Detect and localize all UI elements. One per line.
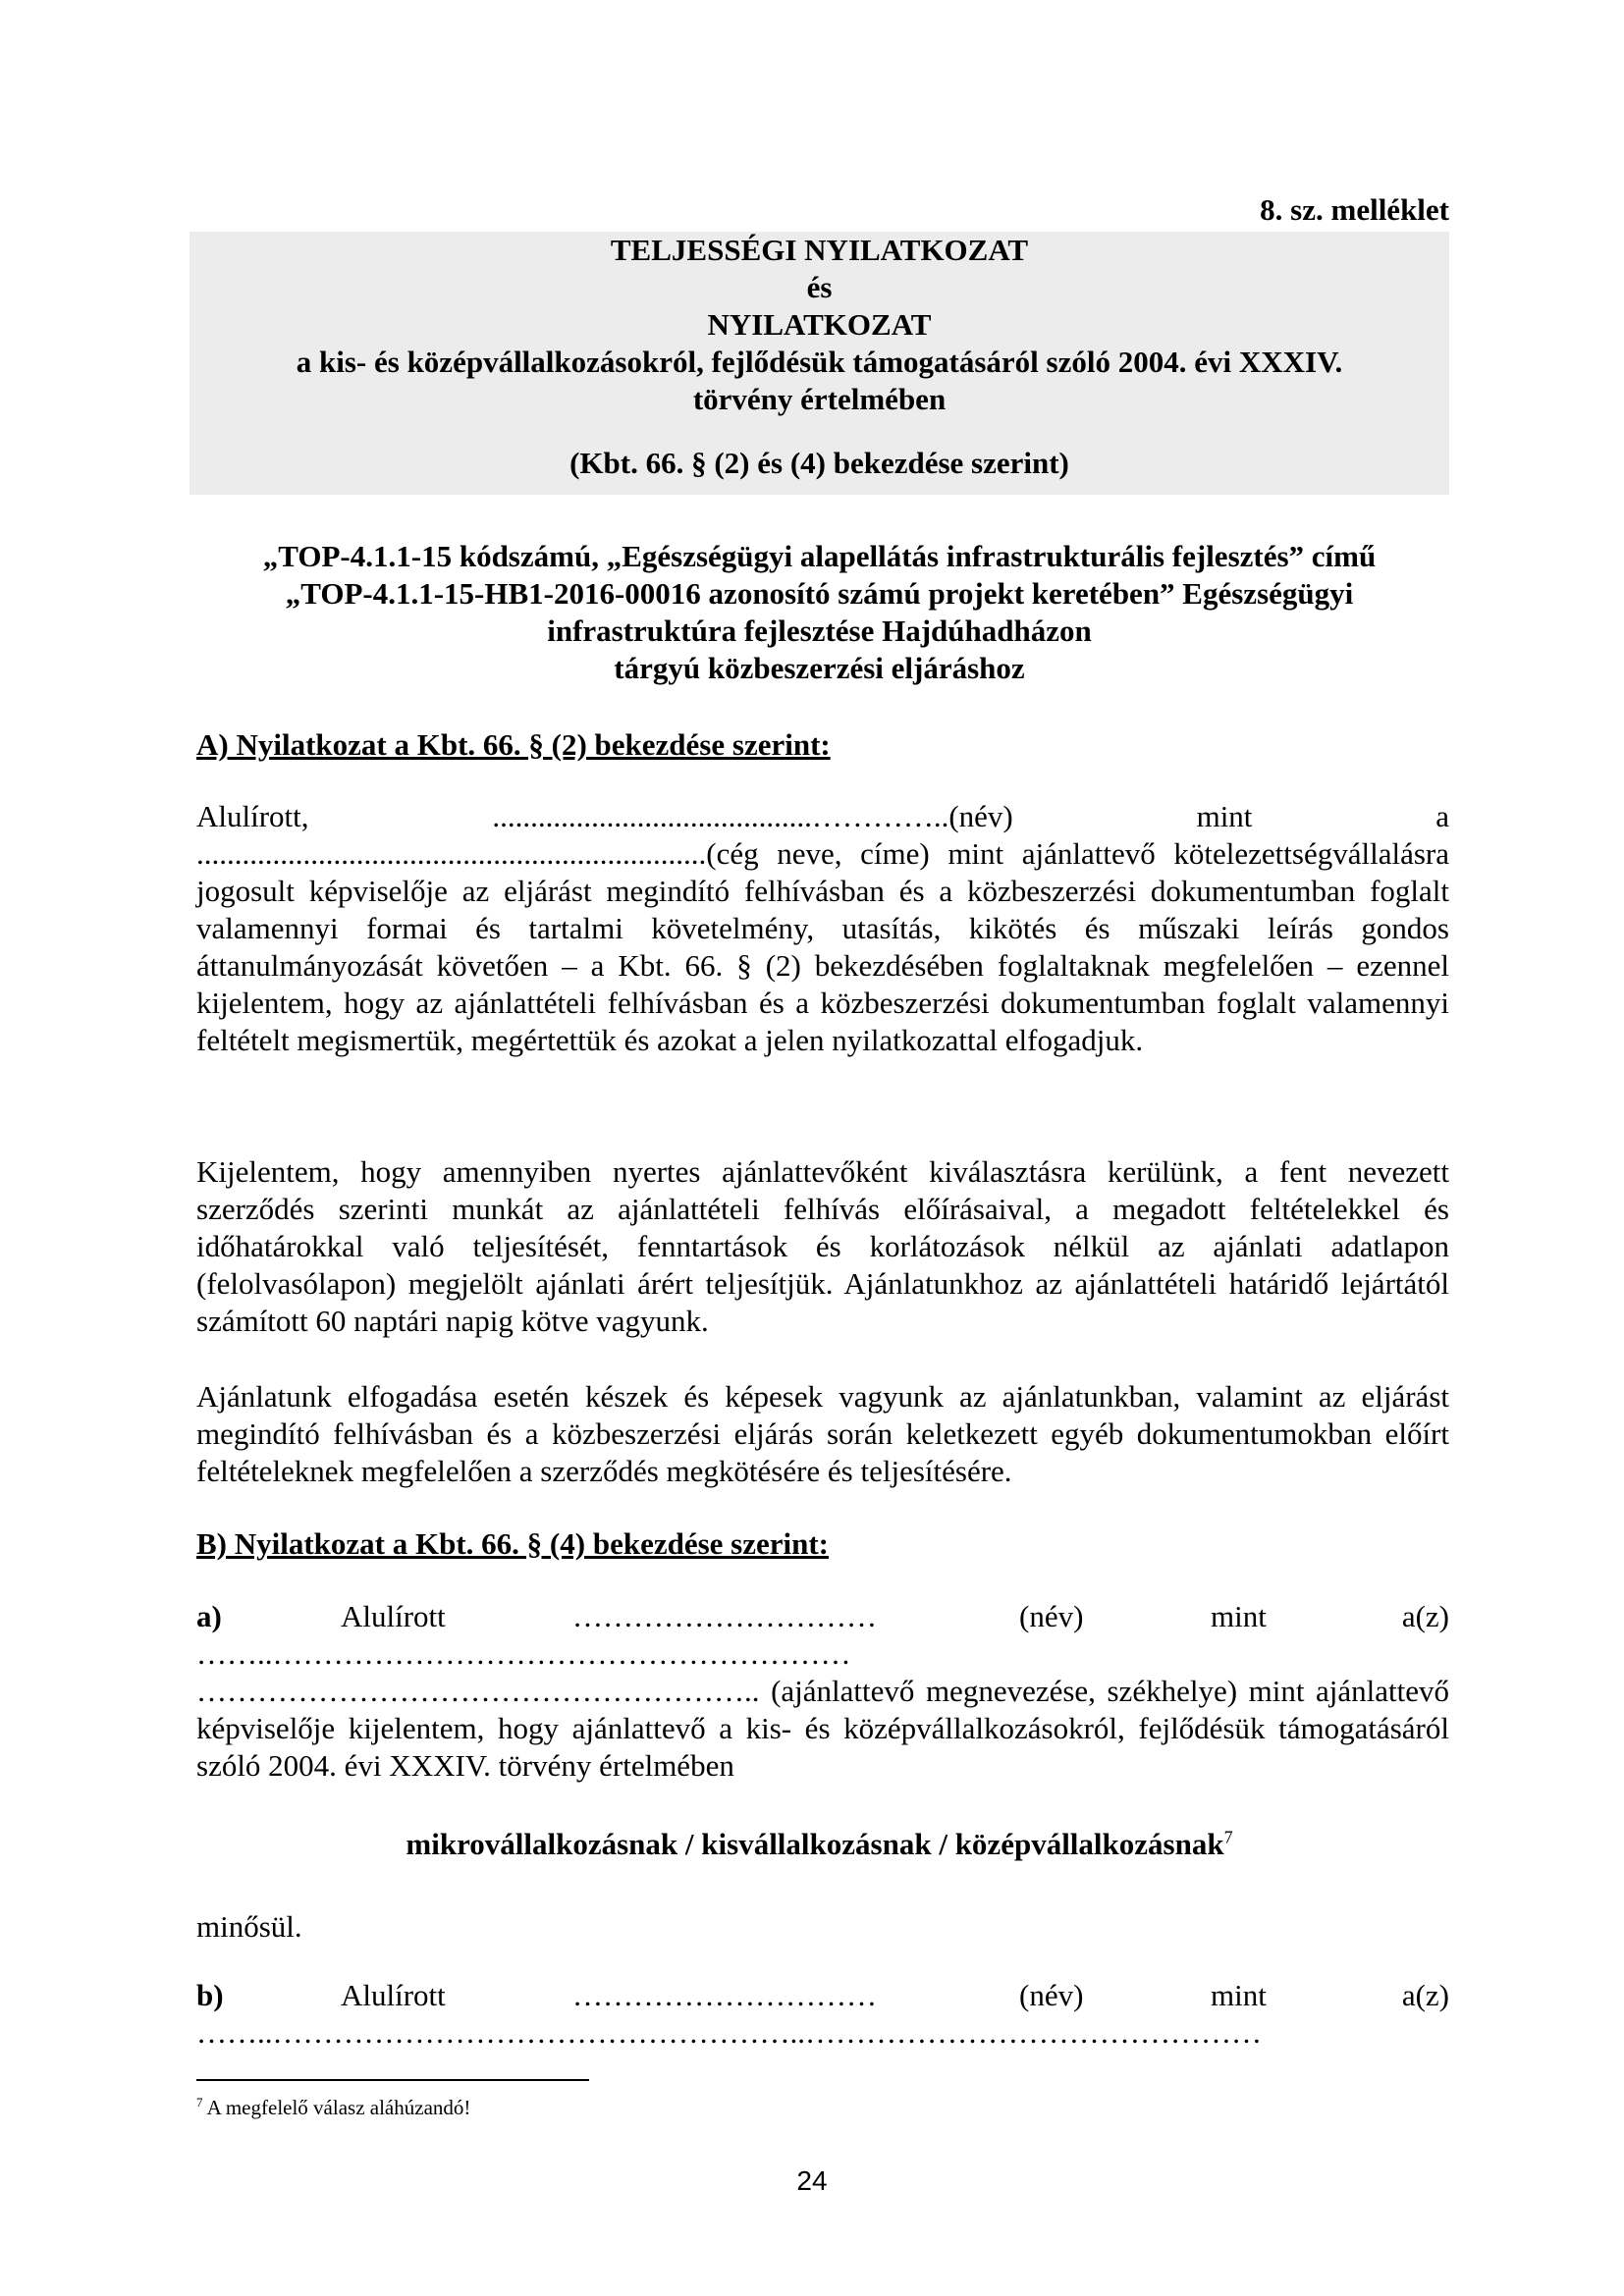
project-line: „TOP-4.1.1-15 kódszámú, „Egészségügyi alapellátás infrastrukturális fejlesztés” című (262, 539, 1377, 573)
project-title (189, 538, 1449, 687)
title-line: és (806, 270, 833, 304)
project-line: infrastruktúra fejlesztése Hajdúhadházon (547, 614, 1092, 648)
section-a-paragraph-1 (196, 798, 1449, 1059)
page-number: 24 (796, 2165, 828, 2196)
nev-label: (név) (1019, 1599, 1084, 1633)
item-a-label: a) (196, 1599, 222, 1633)
section-a-heading: A) Nyilatkozat a Kbt. 66. § (2) bekezdése szerint: (196, 727, 831, 762)
section-a-paragraph-3: Ajánlatunk elfogadása esetén készek és képesek vagyunk az ajánlatunkban, valamint az eljárást megindító felhívásban és a közbeszerzési eljárás során keletkezett egyéb dokumentumokban előírt feltételeknek megfelelően a szerződés megkötésére és teljesítésére. (196, 1379, 1449, 1488)
alulirott-label: Alulírott (341, 1978, 446, 2012)
title-line: TELJESSÉGI NYILATKOZAT (610, 233, 1029, 267)
paragraph-first-line: Alulírott, ..........................................…………..(név) mint a (196, 799, 1449, 833)
qualifies-text: minősül. (196, 1909, 302, 1944)
company-blank: ……..………………………………………………… (196, 1636, 851, 1671)
az-label: a(z) (1401, 1978, 1449, 2012)
mint-label: mint (1211, 1978, 1267, 2012)
footnote (196, 2095, 470, 2120)
item-b-label: b) (196, 1978, 224, 2012)
title-box (189, 232, 1449, 495)
title-line: a kis- és középvállalkozásokról, fejlődésük támogatásáról szóló 2004. évi XXXIV. (296, 345, 1343, 379)
title-line-kbt: (Kbt. 66. § (2) és (4) bekezdése szerint) (569, 446, 1069, 480)
section-a-paragraph-2: Kijelentem, hogy amennyiben nyertes ajánlattevőként kiválasztásra kerülünk, a fent nevezett szerződés szerinti munkát az ajánlattételi felhívás előírásaival, a megadott feltételekkel és időhatárokkal való teljesítését, fenntartások és korlátozások nélkül az ajánlati adatlapon (felolvasólapon) megjelölt ajánlati árért teljesítjük. Ajánlatunkhoz az ajánlattételi határidő lejártától számított 60 naptári napig kötve vagyunk. (196, 1154, 1449, 1338)
section-b-a-paragraph: ……………………………………………….. (ajánlattevő megnevezése, székhelye) mint ajánlattevő képviselője kijelentem, hogy ajánlattevő a kis- és középvállalkozásokról, fejlődésük támogatásáról szóló 2004. évi XXXIV. törvény értelmében (196, 1674, 1449, 1783)
alulirott-label: Alulírott (341, 1599, 446, 1633)
footnote-ref: 7 (1223, 1827, 1233, 1847)
footnote-text: A megfelelő válasz aláhúzandó! (206, 2096, 471, 2119)
project-line: „TOP-4.1.1-15-HB1-2016-00016 azonosító számú projekt keretében” Egészségügyi (285, 576, 1354, 611)
project-line: tárgyú közbeszerzési eljáráshoz (614, 651, 1025, 685)
footnote-divider (196, 2079, 589, 2081)
nev-label: (név) (1019, 1978, 1084, 2012)
title-line: NYILATKOZAT (707, 307, 932, 342)
name-blank: ………………………… (572, 1978, 877, 2012)
name-blank: ………………………… (572, 1599, 877, 1633)
az-label: a(z) (1401, 1599, 1449, 1633)
enterprise-categories (189, 1827, 1449, 1862)
annex-label: 8. sz. melléklet (1260, 192, 1449, 227)
footnote-number: 7 (196, 2095, 203, 2109)
paragraph-text: ...................................................................(cég neve, címe) mint ajánlattevő kötelezettségvállalásra jogosult képviselője az eljárást megindító felhívásban és a közbeszerzési dokumentumban foglalt valamennyi formai és tartalmi követelmény, utasítás, kikötés és műszaki leírás gondos áttanulmányozását követően – a Kbt. 66. § (2) bekezdésében foglaltaknak megfelelően – ezennel kijelentem, hogy az ajánlattételi felhívásban és a közbeszerzési dokumentumban foglalt valamennyi feltételt megismertük, megértettük és azokat a jelen nyilatkozattal elfogadjuk. (196, 836, 1449, 1057)
mint-label: mint (1211, 1599, 1267, 1633)
title-line: törvény értelmében (692, 382, 947, 416)
section-b-heading: B) Nyilatkozat a Kbt. 66. § (4) bekezdése szerint: (196, 1526, 830, 1561)
category-options: mikrovállalkozásnak / kisvállalkozásnak / középvállalkozásnak (406, 1827, 1224, 1861)
company-blank: ……..……………………………………………..……………………………………… (196, 2015, 1262, 2050)
